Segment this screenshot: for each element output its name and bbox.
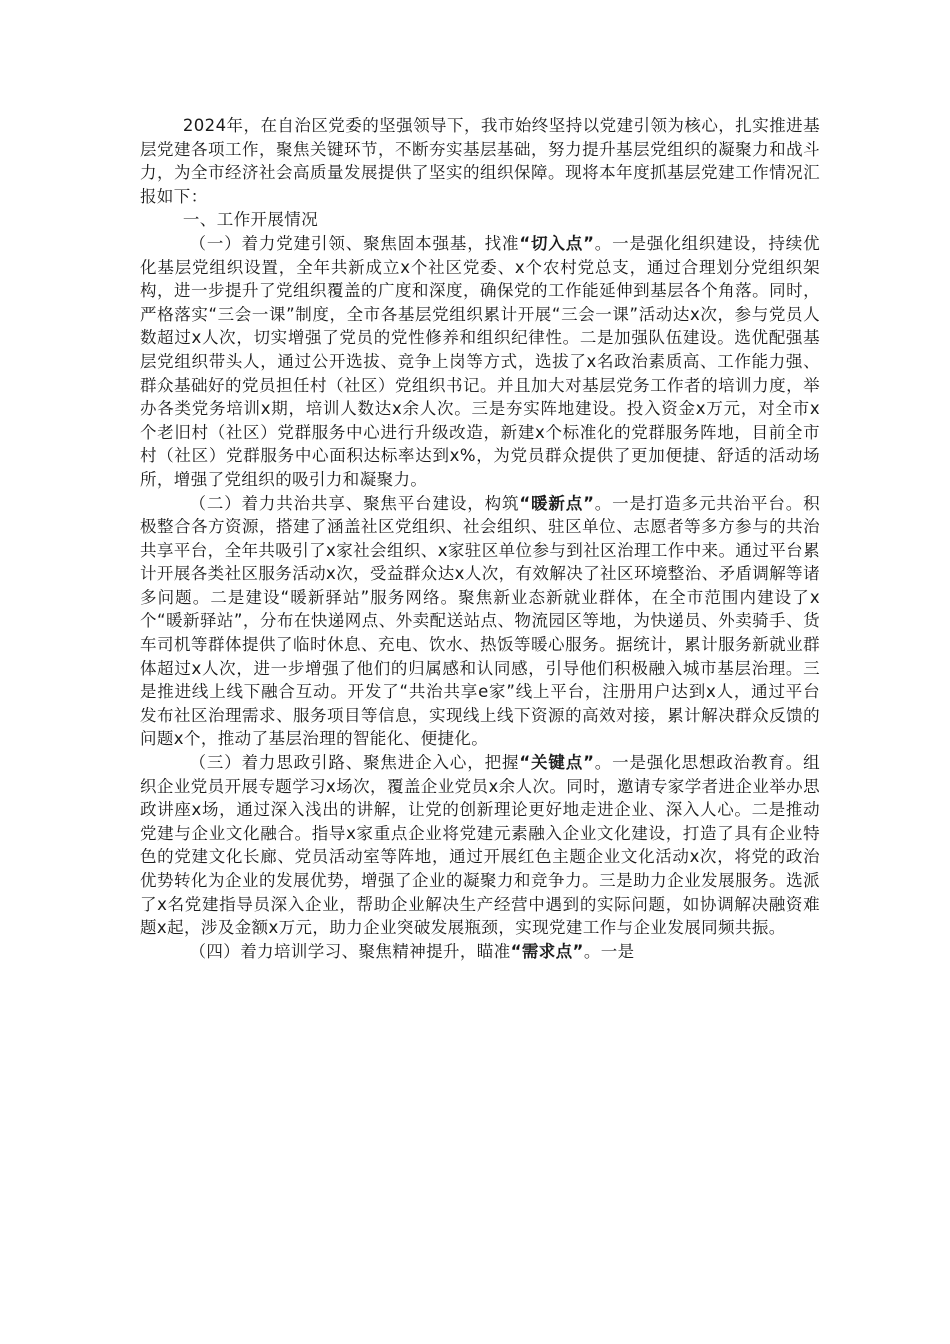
section-paragraph-2: [140, 492, 820, 752]
section-paragraph-3: [140, 751, 820, 940]
section-body: 。一是强化思想政治教育。组织企业党员开展专题学习x场次，覆盖企业党员x余人次。同时，邀请专家学者进企业举办思政讲座x场，通过深入浅出的讲解，让党的创新理论更好地走进企业、深入人心。二是推动党建与企业文化融合。指导x家重点企业将党建元素融入企业文化建设，打造了具有企业特色的党建文化长廊、党员活动室等阵地，通过开展红色主题企业文化活动x次，将党的政治优势转化为企业的发展优势，增强了企业的凝聚力和竞争力。三是助力企业发展服务。选派了x名党建指导员深入企业，帮助企业解决生产经营中遇到的实际问题，如协调解决融资难题x起，涉及金额x万元，助力企业突破发展瓶颈，实现党建工作与企业发展同频共振。: [140, 753, 820, 938]
section-body: 。一是: [583, 941, 635, 961]
intro-paragraph: [140, 114, 820, 208]
section-body: 。一是打造多元共治平台。积极整合各方资源，搭建了涵盖社区党组织、社会组织、驻区单位、志愿者等多方参与的共治共享平台，全年共吸引了x家社会组织、x家驻区单位参与到社区治理工作中来。通过平台累计开展各类社区服务活动x次，受益群众达x人次，有效解决了社区环境整治、矛盾调解等诸多问题。二是建设“暖新驿站”服务网络。聚焦新业态新就业群体，在全市范围内建设了x个“暖新驿站”，分布在快递网点、外卖配送站点、物流园区等地，为快递员、外卖骑手、货车司机等群体提供了临时休息、充电、饮水、热饭等暖心服务。据统计，累计服务新就业群体超过x人次，进一步增强了他们的归属感和认同感，引导他们积极融入城市基层治理。三是推进线上线下融合互动。开发了“共治共享e家”线上平台，注册用户达到x人，通过平台发布社区治理需求、服务项目等信息，实现线上线下资源的高效对接，累计解决群众反馈的问题x个，推动了基层治理的智能化、便捷化。: [140, 493, 820, 749]
section-keyword: “需求点”: [510, 941, 584, 961]
document-body: [140, 114, 820, 963]
section-heading-text: 一、工作开展情况: [182, 210, 319, 230]
section-body: 。一是强化组织建设，持续优化基层党组织设置，全年共新成立x个社区党委、x个农村党总支，通过合理划分党组织架构，进一步提升了党组织覆盖的广度和深度，确保党的工作能延伸到基层各个角落。同时，严格落实“三会一课”制度，全市各基层党组织累计开展“三会一课”活动达x次，参与党员人数超过x人次，切实增强了党员的党性修养和组织纪律性。二是加强队伍建设。选优配强基层党组织带头人，通过公开选拔、竞争上岗等方式，选拔了x名政治素质高、工作能力强、群众基础好的党员担任村（社区）党组织书记。并且加大对基层党务工作者的培训力度，举办各类党务培训x期，培训人数达x余人次。三是夯实阵地建设。投入资金x万元，对全市x个老旧村（社区）党群服务中心进行升级改造，新建x个标准化的党群服务阵地，目前全市村（社区）党群服务中心面积达标率达到x%，为党员群众提供了更加便捷、舒适的活动场所，增强了党组织的吸引力和凝聚力。: [140, 233, 820, 489]
section-keyword: “关键点”: [519, 753, 595, 773]
intro-text: 2024年，在自治区党委的坚强领导下，我市始终坚持以党建引领为核心，扎实推进基层党建各项工作，聚焦关键环节，不断夯实基层基础，努力提升基层党组织的凝聚力和战斗力，为全市经济社会高质量发展提供了坚实的组织保障。现将本年度抓基层党建工作情况汇报如下：: [140, 116, 820, 206]
section-paragraph-4: [140, 940, 820, 964]
section-keyword: “暖新点”: [519, 493, 595, 513]
section-lead: （一）着力党建引领、聚焦固本强基，找准: [189, 233, 520, 253]
section-paragraph-1: [140, 232, 820, 492]
section-lead: （三）着力思政引路、聚焦进企入心，把握: [189, 753, 520, 773]
section-lead: （四）着力培训学习、聚焦精神提升，瞄准: [189, 941, 511, 961]
section-heading: [140, 208, 820, 232]
section-lead: （二）着力共治共享、聚焦平台建设，构筑: [189, 493, 520, 513]
section-keyword: “切入点”: [519, 233, 595, 253]
